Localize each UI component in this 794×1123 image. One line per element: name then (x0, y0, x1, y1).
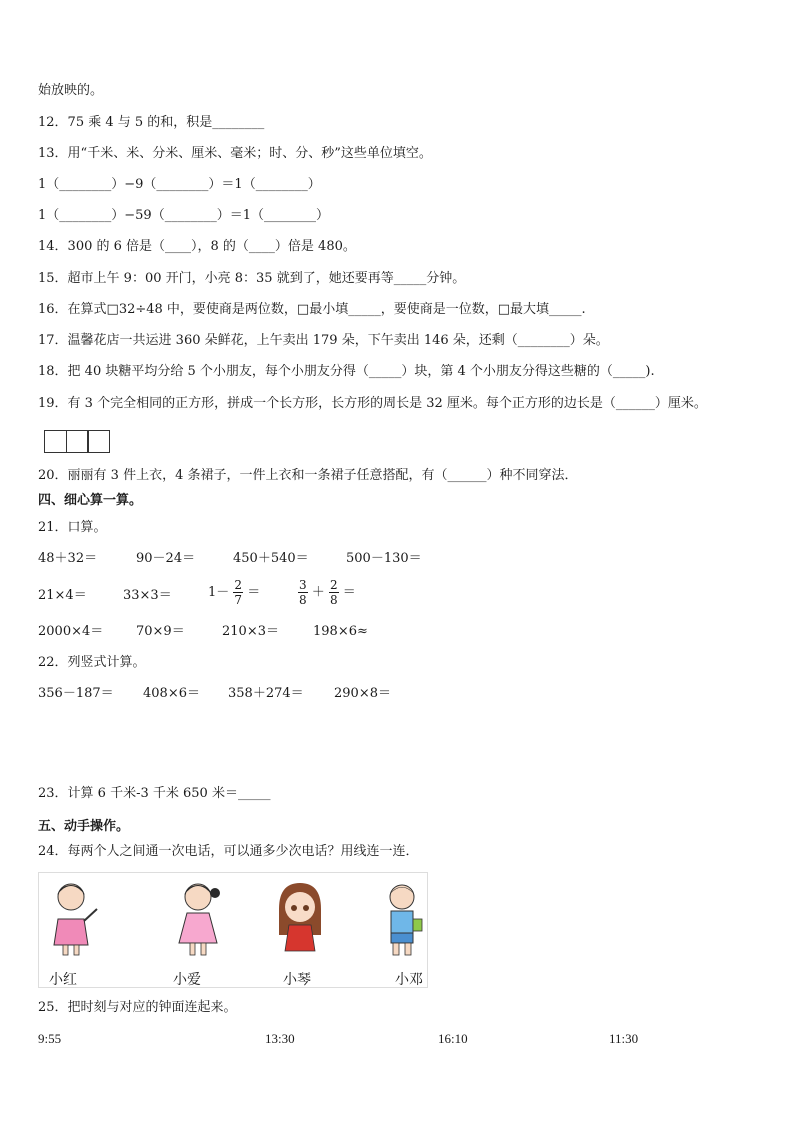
square-3 (87, 430, 110, 453)
calc-21-12: 198×6≈ (313, 624, 368, 639)
question-22: 22．列竖式计算。 (38, 655, 146, 670)
question-18: 18．把 40 块糖平均分给 5 个小朋友，每个小朋友分得（_____）块，第 4 个小朋友分得这些糖的（_____). (38, 364, 655, 379)
question-21: 21．口算。 (38, 520, 107, 535)
question-23: 23．计算 6 千米-3 千米 650 米＝_____ (38, 786, 271, 801)
three-squares-figure (44, 430, 109, 453)
q11-tail: 始放映的。 (38, 83, 104, 98)
calc-21-1: 48＋32＝ (38, 551, 98, 566)
kid-name-xiaohong: 小红 (49, 972, 77, 988)
calc-21-5: 21×4＝ (38, 588, 87, 603)
question-17: 17．温馨花店一共运进 360 朵鲜花，上午卖出 179 朵，下午卖出 146 朵，还剩（________）朵。 (38, 333, 609, 348)
calc-21-3: 450＋540＝ (233, 551, 309, 566)
question-13-row2: 1（________）−59（________）＝1（________） (38, 208, 329, 223)
fraction-numerator: 2 (234, 578, 243, 592)
girl-xiaohong-figure (41, 879, 111, 959)
fraction-numerator: 3 (299, 578, 307, 592)
calc-22-1: 356－187＝ (38, 686, 114, 701)
time-label-3: 16:10 (438, 1031, 468, 1046)
question-19: 19．有 3 个完全相同的正方形，拼成一个长方形，长方形的周长是 32 厘米。每个正方形的边长是（______）厘米。 (38, 396, 707, 411)
calc-21-10: 70×9＝ (136, 624, 185, 639)
children-illustration (38, 872, 428, 988)
calc-21-7 (208, 578, 260, 607)
fraction-2-7 (233, 578, 243, 607)
fraction-3-8 (298, 578, 308, 607)
calc-21-4: 500－130＝ (346, 551, 422, 566)
calc-22-2: 408×6＝ (143, 686, 200, 701)
plus-sign: ＋ (311, 585, 325, 600)
square-2 (66, 430, 89, 453)
girl-xiaoai-figure (163, 879, 233, 959)
question-13: 13．用“千米、米、分米、厘米、毫米；时、分、秒”这些单位填空。 (38, 146, 432, 161)
calc-21-9: 2000×4＝ (38, 624, 104, 639)
girl-xiaoqin-figure (265, 879, 335, 959)
question-14: 14．300 的 6 倍是（____），8 的（____）倍是 480。 (38, 239, 356, 254)
kid-name-xiaoai: 小爱 (173, 972, 201, 988)
calc-22-3: 358＋274＝ (228, 686, 304, 701)
calc-21-7-equals: ＝ (247, 585, 261, 600)
fraction-denominator: 8 (329, 593, 338, 607)
calc-21-7-prefix: 1－ (208, 585, 230, 600)
fraction-numerator: 2 (329, 578, 338, 592)
calc-21-8-equals: ＝ (342, 585, 356, 600)
calc-21-8 (298, 578, 356, 607)
time-label-1: 9:55 (38, 1031, 62, 1046)
fraction-denominator: 7 (234, 593, 243, 607)
question-15: 15．超市上午 9：00 开门，小亮 8：35 就到了，她还要再等_____分钟。 (38, 271, 466, 286)
section-5-title: 五、动手操作。 (38, 819, 130, 834)
calc-21-6: 33×3＝ (123, 588, 172, 603)
question-13-row1: 1（________）−9（________）＝1（________） (38, 177, 321, 192)
calc-21-11: 210×3＝ (222, 624, 279, 639)
square-1 (44, 430, 67, 453)
calc-22-4: 290×8＝ (334, 686, 391, 701)
kid-name-xiaoqin: 小琴 (283, 972, 311, 988)
calc-21-2: 90－24＝ (136, 551, 196, 566)
boy-xiaodeng-figure (367, 879, 437, 959)
fraction-2-8 (329, 578, 339, 607)
time-label-4: 11:30 (609, 1031, 639, 1046)
kid-name-xiaodeng: 小邓 (395, 972, 423, 988)
question-16: 16．在算式□32÷48 中，要使商是两位数，□最小填_____，要使商是一位数，□最大填_____. (38, 302, 586, 317)
question-12: 12．75 乘 4 与 5 的和，积是________ (38, 115, 265, 130)
question-25: 25．把时刻与对应的钟面连起来。 (38, 1000, 237, 1015)
question-20: 20．丽丽有 3 件上衣，4 条裙子，一件上衣和一条裙子任意搭配，有（______）种不同穿法． (38, 468, 578, 483)
section-4-title: 四、细心算一算。 (38, 493, 143, 508)
fraction-denominator: 8 (299, 593, 307, 607)
question-24: 24．每两个人之间通一次电话，可以通多少次电话？用线连一连． (38, 844, 419, 859)
time-label-2: 13:30 (265, 1031, 295, 1046)
